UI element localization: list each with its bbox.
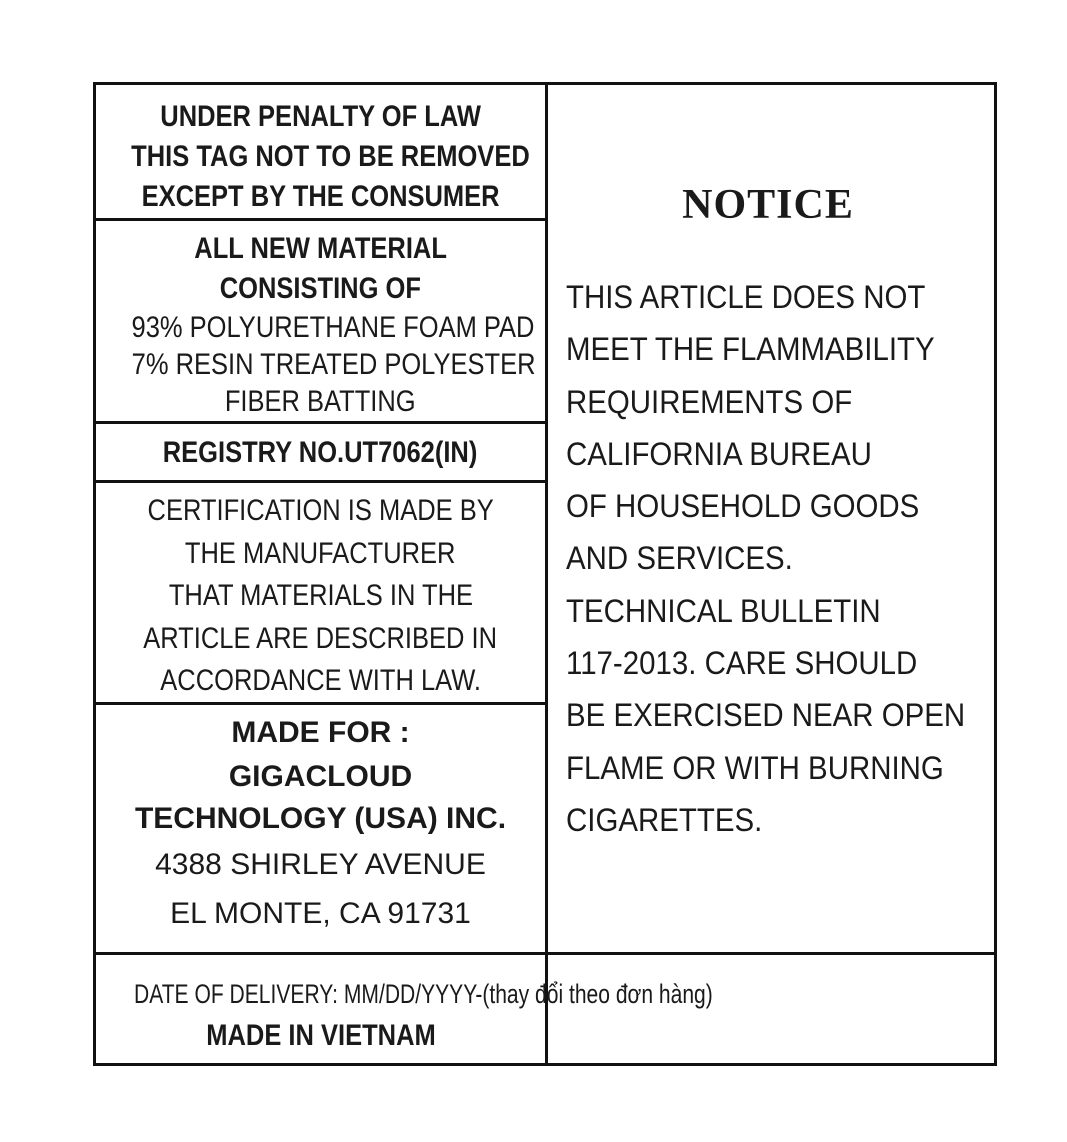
notice-line: CIGARETTES. [566,801,763,838]
material-heading: ALL NEW MATERIAL [194,232,447,265]
notice-title: NOTICE [682,182,854,228]
certification-line: THE MANUFACTURER [185,536,456,570]
notice-line: BE EXERCISED NEAR OPEN [566,697,966,734]
certification-line: CERTIFICATION IS MADE BY [147,494,494,527]
warning-line: EXCEPT BY THE CONSUMER [141,180,500,213]
notice-line: FLAME OR WITH BURNING [566,749,944,786]
notice-line: THIS ARTICLE DOES NOT [566,279,926,315]
notice-line: REQUIREMENTS OF [566,383,853,420]
made-in-label: MADE IN VIETNAM [205,1019,436,1052]
certification-box [96,490,545,703]
material-line: 93% POLYURETHANE FOAM PAD [131,311,535,344]
certification-line: ARTICLE ARE DESCRIBED IN [143,621,498,655]
column-divider [545,85,548,1063]
notice-line: OF HOUSEHOLD GOODS [566,488,920,525]
material-line: 7% RESIN TREATED POLYESTER [131,348,536,381]
warning-line: UNDER PENALTY OF LAW [160,100,481,133]
divider-warning [96,218,547,221]
law-tag [93,82,997,1066]
certification-line: ACCORDANCE WITH LAW. [160,664,481,697]
company-name: GIGACLOUD [228,760,413,793]
made-for-label: MADE FOR : [231,716,410,749]
warning-box [96,97,545,217]
address-line: 4388 SHIRLEY AVENUE [155,848,486,881]
material-line: FIBER BATTING [225,385,416,418]
notice-line: MEET THE FLAMMABILITY [566,331,935,368]
notice-line: AND SERVICES. [566,540,793,577]
divider-material [96,421,547,424]
notice-line: CALIFORNIA BUREAU [566,435,872,472]
notice-body [566,271,1000,846]
made-for-box [96,711,545,937]
divider-footer [96,952,994,955]
delivery-date: DATE OF DELIVERY: MM/DD/YYYY-(thay đổi theo đơn hàng) [134,979,713,1009]
certification-line: THAT MATERIALS IN THE [168,579,473,612]
address-line: EL MONTE, CA 91731 [170,897,471,930]
warning-line: THIS TAG NOT TO BE REMOVED [131,140,530,173]
company-name: TECHNOLOGY (USA) INC. [134,802,507,835]
divider-registry [96,480,547,483]
material-box [96,229,545,420]
material-heading: CONSISTING OF [219,272,422,305]
registry-box [96,433,545,473]
registry-number: REGISTRY NO.UT7062(IN) [163,436,478,469]
notice-line: TECHNICAL BULLETIN [566,592,881,629]
notice-line: 117-2013. CARE SHOULD [566,645,918,682]
